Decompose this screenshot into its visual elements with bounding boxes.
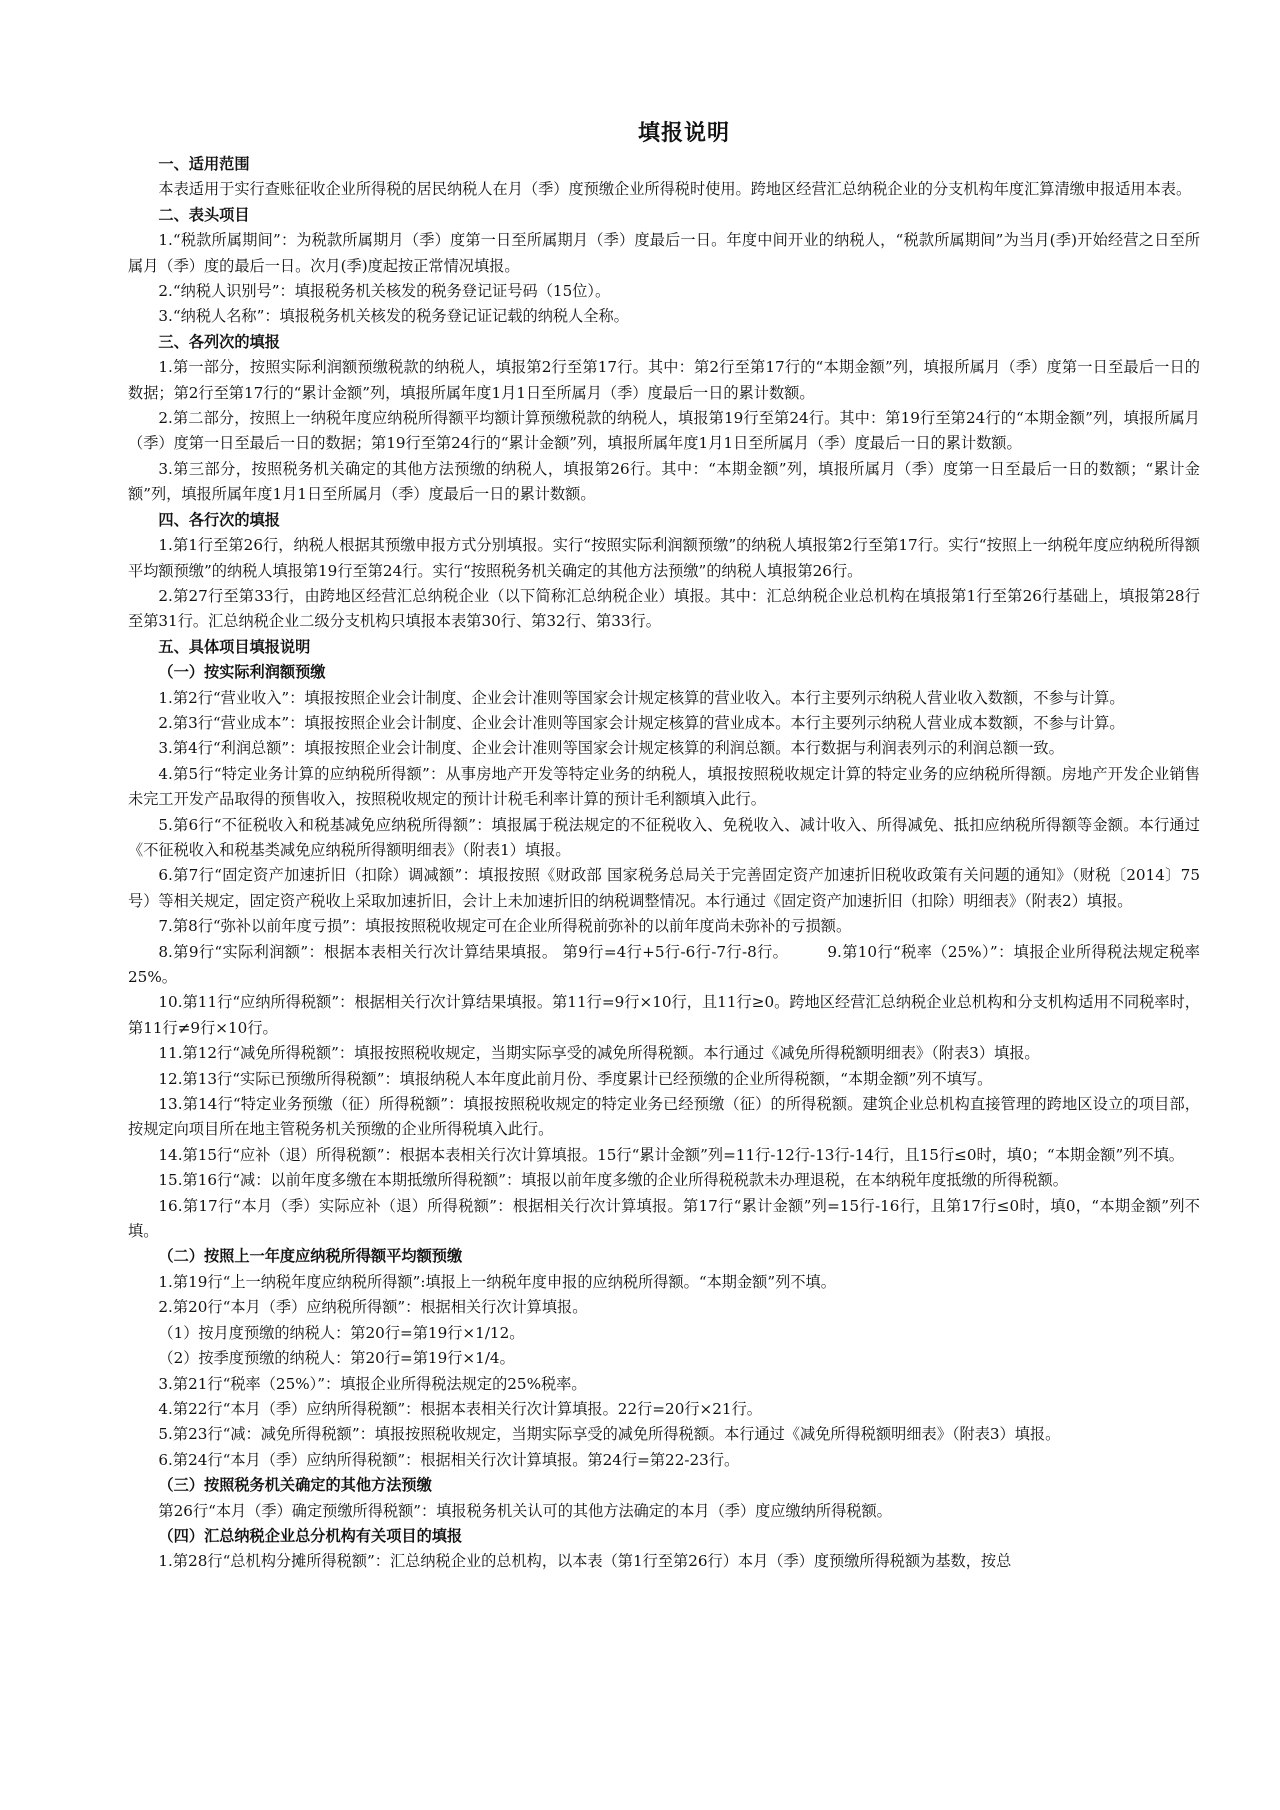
paragraph: 15.第16行“减：以前年度多缴在本期抵缴所得税额”：填报以前年度多缴的企业所得税税款未办理退税，在本纳税年度抵缴的所得税额。 <box>158 1171 1068 1190</box>
paragraph: 11.第12行“减免所得税额”：填报按照税收规定，当期实际享受的减免所得税额。本行通过《减免所得税额明细表》（附表3）填报。 <box>158 1044 1040 1063</box>
section-heading: （三）按照税务机关确定的其他方法预缴 <box>158 1476 432 1495</box>
paragraph: 8.第9行“实际利润额”：根据本表相关行次计算结果填报。 第9行=4行+5行-6行-7行-8行。 9.第10行“税率（25%）”：填报企业所得税法规定税率25%。 <box>128 942 1200 986</box>
paragraph: 2.第3行“营业成本”：填报按照企业会计制度、企业会计准则等国家会计规定核算的营业成本。本行主要列示纳税人营业成本数额，不参与计算。 <box>158 713 1125 732</box>
paragraph: 2.“纳税人识别号”：填报税务机关核发的税务登记证号码（15位）。 <box>158 282 611 301</box>
paragraph: 1.第28行“总机构分摊所得税额”：汇总纳税企业的总机构，以本表（第1行至第26行）本月（季）度预缴所得税额为基数，按总 <box>158 1552 1012 1571</box>
section-heading: 四、各行次的填报 <box>158 510 280 529</box>
paragraph: 12.第13行“实际已预缴所得税额”：填报纳税人本年度此前月份、季度累计已经预缴的企业所得税额，“本期金额”列不填写。 <box>158 1069 993 1088</box>
paragraph: （1）按月度预缴的纳税人：第20行=第19行×1/12。 <box>158 1323 525 1342</box>
paragraph: 3.第21行“税率（25%）”：填报企业所得税法规定的25%税率。 <box>158 1374 587 1393</box>
section-heading: （四）汇总纳税企业总分机构有关项目的填报 <box>158 1526 463 1545</box>
paragraph: 5.第23行“减：减免所得税额”：填报按照税收规定，当期实际享受的减免所得税额。本行通过《减免所得税额明细表》（附表3）填报。 <box>158 1425 1061 1444</box>
section-heading: （二）按照上一年度应纳税所得额平均额预缴 <box>158 1247 463 1266</box>
paragraph: 10.第11行“应纳所得税额”：根据相关行次计算结果填报。第11行=9行×10行，且11行≥0。跨地区经营汇总纳税企业总机构和分支机构适用不同税率时，第11行≠9行×10行。 <box>128 993 1200 1037</box>
paragraph: 4.第5行“特定业务计算的应纳税所得额”：从事房地产开发等特定业务的纳税人，填报按照税收规定计算的特定业务的应纳税所得额。房地产开发企业销售未完工开发产品取得的预售收入，按照税收规定的预计计税毛利率计算的预计毛利额填入此行。 <box>128 764 1200 809</box>
paragraph: 1.“税款所属期间”：为税款所属期月（季）度第一日至所属期月（季）度最后一日。年度中间开业的纳税人，“税款所属期间”为当月(季)开始经营之日至所属月（季）度的最后一日。次月(季)度起按正常情况填报。 <box>128 231 1200 275</box>
paragraph: 3.“纳税人名称”：填报税务机关核发的税务登记证记载的纳税人全称。 <box>158 307 629 326</box>
paragraph: 2.第20行“本月（季）应纳税所得额”：根据相关行次计算填报。 <box>158 1298 588 1317</box>
paragraph: 2.第27行至第33行，由跨地区经营汇总纳税企业（以下简称汇总纳税企业）填报。其中：汇总纳税企业总机构在填报第1行至第26行基础上，填报第28行至第31行。汇总纳税企业二级分支机构只填报本表第30行、第32行、第33行。 <box>128 586 1200 631</box>
paragraph: 14.第15行“应补（退）所得税额”：根据本表相关行次计算填报。15行“累计金额”列=11行-12行-13行-14行，且15行≤0时，填0；“本期金额”列不填。 <box>158 1145 1184 1164</box>
paragraph: 6.第24行“本月（季）应纳所得税额”：根据相关行次计算填报。第24行=第22-23行。 <box>158 1450 740 1469</box>
document-body <box>128 152 1200 1575</box>
paragraph: （2）按季度预缴的纳税人：第20行=第19行×1/4。 <box>158 1349 515 1368</box>
paragraph: 1.第一部分，按照实际利润额预缴税款的纳税人，填报第2行至第17行。其中：第2行至第17行的“本期金额”列，填报所属月（季）度第一日至最后一日的数据；第2行至第17行的“累计金额”列，填报所属年度1月1日至所属月（季）度最后一日的累计数额。 <box>128 358 1200 402</box>
paragraph: 3.第三部分，按照税务机关确定的其他方法预缴的纳税人，填报第26行。其中：“本期金额”列，填报所属月（季）度第一日至最后一日的数额；“累计金额”列，填报所属年度1月1日至所属月（季）度最后一日的累计数额。 <box>128 459 1200 504</box>
section-heading: 三、各列次的填报 <box>158 332 280 351</box>
paragraph: 4.第22行“本月（季）应纳所得税额”：根据本表相关行次计算填报。22行=20行×21行。 <box>158 1399 762 1418</box>
paragraph: 7.第8行“弥补以前年度亏损”：填报按照税收规定可在企业所得税前弥补的以前年度尚未弥补的亏损额。 <box>158 917 852 936</box>
paragraph: 2.第二部分，按照上一纳税年度应纳税所得额平均额计算预缴税款的纳税人，填报第19行至第24行。其中：第19行至第24行的“本期金额”列，填报所属月（季）度第一日至最后一日的数据；第19行至第24行的“累计金额”列，填报所属年度1月1日至所属月（季）度最后一日的累计数额。 <box>128 409 1200 453</box>
section-heading: （一）按实际利润额预缴 <box>158 663 326 682</box>
section-heading: 一、适用范围 <box>158 155 250 173</box>
page-title: 填报说明 <box>637 120 730 146</box>
paragraph: 第26行“本月（季）确定预缴所得税额”：填报税务机关认可的其他方法确定的本月（季）度应缴纳所得税额。 <box>158 1501 892 1520</box>
paragraph: 1.第2行“营业收入”：填报按照企业会计制度、企业会计准则等国家会计规定核算的营业收入。本行主要列示纳税人营业收入数额，不参与计算。 <box>158 688 1125 707</box>
paragraph: 6.第7行“固定资产加速折旧（扣除）调减额”：填报按照《财政部 国家税务总局关于完善固定资产加速折旧税收政策有关问题的通知》（财税〔2014〕75号）等相关规定，固定资产税收上采取加速折旧，会计上未加速折旧的纳税调整情况。本行通过《固定资产加速折旧（扣除）明细表》（附表2）填报。 <box>128 866 1200 910</box>
section-heading: 五、具体项目填报说明 <box>158 637 311 656</box>
section-heading: 二、表头项目 <box>158 205 250 224</box>
paragraph: 1.第19行“上一纳税年度应纳税所得额”:填报上一纳税年度申报的应纳税所得额。“本期金额”列不填。 <box>158 1272 836 1291</box>
paragraph: 3.第4行“利润总额”：填报按照企业会计制度、企业会计准则等国家会计规定核算的利润总额。本行数据与利润表列示的利润总额一致。 <box>158 739 1064 758</box>
paragraph: 1.第1行至第26行，纳税人根据其预缴申报方式分别填报。实行“按照实际利润额预缴”的纳税人填报第2行至第17行。实行“按照上一纳税年度应纳税所得额平均额预缴”的纳税人填报第19行至第24行。实行“按照税务机关确定的其他方法预缴”的纳税人填报第26行。 <box>128 536 1200 580</box>
paragraph: 本表适用于实行查账征收企业所得税的居民纳税人在月（季）度预缴企业所得税时使用。跨地区经营汇总纳税企业的分支机构年度汇算清缴申报适用本表。 <box>158 180 1192 199</box>
paragraph: 13.第14行“特定业务预缴（征）所得税额”：填报按照税收规定的特定业务已经预缴（征）的所得税额。建筑企业总机构直接管理的跨地区设立的项目部，按规定向项目所在地主管税务机关预缴的企业所得税填入此行。 <box>128 1095 1200 1139</box>
paragraph: 16.第17行“本月（季）实际应补（退）所得税额”：根据相关行次计算填报。第17行“累计金额”列=15行-16行，且第17行≤0时，填0，“本期金额”列不填。 <box>128 1196 1200 1241</box>
paragraph: 5.第6行“不征税收入和税基减免应纳税所得额”：填报属于税法规定的不征税收入、免税收入、减计收入、所得减免、抵扣应纳税所得额等金额。本行通过《不征税收入和税基类减免应纳税所得额明细表》（附表1）填报。 <box>128 815 1200 859</box>
